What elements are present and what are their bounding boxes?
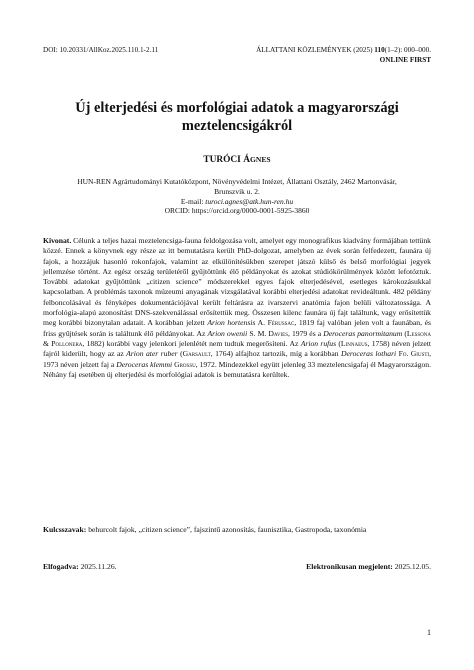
- accepted-date: Elfogadva: 2025.11.26.: [43, 562, 117, 571]
- species-name: Arion ater ruber: [126, 349, 178, 359]
- author-citation: avies: [273, 328, 288, 338]
- species-name: Arion owenii: [207, 328, 248, 338]
- keywords: [43, 525, 431, 535]
- affiliation-block: [43, 177, 431, 216]
- author-citation: o. G: [402, 349, 417, 359]
- doi-line: [43, 46, 158, 56]
- abstract: Kivonat. Célunk a teljes hazai meztelencsiga-fauna feldolgozása volt, amelyet egy monografikus kiadvány formájában tettünk közzé. Ennek a könyvnek egy része az itt bemutatásra került PhD-dolgozat, amelyben az évek során felfedezett, faunára új fajok, a hozzájuk hasonló rokonfajok, valamint az elkülönítésükben szerepet játszó külső és belső morfológiai jegyek jellemzése történt. Az egész ország területéről gyűjtöttünk élő példányokat és azokat stúdiókörülmények között lefotóztuk. További adatokat gyűjtöttünk „citizen science” módszerekkel egyes fajok elterjedésével, esetleges károkozásukkal kapcsolatban. A problémás taxonok múzeumi anyagának vizsgálatával korábbi elterjedési adatokat revideáltunk. 482 példány felboncolásával és fényképes dokumentációjával került feltárásra az ivarszervi anatómia fajon belüli változatossága. A morfológia-alapú azonosítást DNS-szekvenálással erősítettük meg. Összesen kilenc faunára új fajt találtunk, vagy erősítettük meg korábbi bizonytalan adatait. A korábban jelzett Arion hortensis A. Férussac, 1819 faj valóban jelen volt a faunában, és friss gyűjtések során is találtunk élő példányokat. Az Arion owenii S. M. Davies, 1979 és a Deroceras panormitanum (Lessona & Pollonera, 1882) korábbi vagy jelenkori jelenlétét nem tudtuk megerősíteni. Az Arion rufus (Linnaeus, 1758) néven jelzett fajról kiderült, hogy az az Arion ater ruber (Garsault, 1764) alfajhoz tartozik, míg a korábban Deroceras lothari Fo. Giusti, 1973 néven jelzett faj a Deroceras klemmi Grossu, 1972. Mindezekkel együtt jelenleg 33 meztelencsigafaj él Magyarországon. Néhány faj esetében új elterjedési és morfológiai adatok is bemutatásra kerültek.: [43, 236, 432, 379]
- species-name: Deroceras panormitanum: [323, 328, 403, 338]
- orcid-link[interactable]: ORCID: https://orcid.org/0000-0001-5925-3860: [164, 206, 310, 216]
- doi-text: DOI: 10.20331/AllKoz.2025.110.1-2.11: [43, 46, 159, 54]
- species-name: Arion hortensis: [207, 318, 256, 328]
- journal-issue-pages: (1–2): 000–000.: [384, 46, 431, 54]
- author-citation: arsault: [188, 349, 211, 359]
- author-name: TURÓCI ÁGNES: [203, 155, 271, 165]
- species-name: Deroceras lothari: [340, 349, 397, 359]
- journal-volume: 110: [374, 46, 385, 54]
- author-citation: innaeus: [345, 338, 368, 348]
- author-citation: ollonera: [55, 338, 83, 348]
- journal-header: [256, 46, 431, 65]
- keywords-text: behurcolt fajok, „citizen science”, fajszintű azonosítás, faunisztika, Gastropoda, taxonómia: [86, 525, 367, 534]
- abstract-label: Kivonat.: [43, 236, 72, 245]
- published-date: Elektronikusan megjelent: 2025.12.05.: [306, 562, 431, 571]
- author-citation: essona: [411, 328, 431, 338]
- journal-name: ÁLLATTANI KÖZLEMÉNYEK (2025): [256, 46, 375, 54]
- email-link[interactable]: turoci.agnes@atk.hun-ren.hu: [205, 196, 294, 206]
- species-name: Arion rufus: [300, 338, 337, 348]
- title-line-2: meztelencsigákról: [181, 118, 293, 134]
- species-name: Deroceras klemmi: [116, 359, 173, 369]
- keywords-label: Kulcsszavak:: [43, 525, 87, 534]
- article-title: [43, 99, 431, 135]
- affiliation-line-1: HUN-REN Agrártudományi Kutatóközpont, Növényvédelmi Intézet, Állattani Osztály, 2462 Martonvásár,: [77, 177, 397, 186]
- title-line-1: Új elterjedési és morfológiai adatok a magyarországi: [75, 100, 399, 116]
- online-first-label: ONLINE FIRST: [379, 55, 431, 64]
- author-citation: rossu: [179, 359, 196, 369]
- page-number: 1: [427, 628, 431, 637]
- email-label: E-mail:: [180, 196, 206, 206]
- author-citation: érussac: [271, 318, 295, 328]
- affiliation-line-2: Brunszvik u. 2.: [214, 186, 260, 196]
